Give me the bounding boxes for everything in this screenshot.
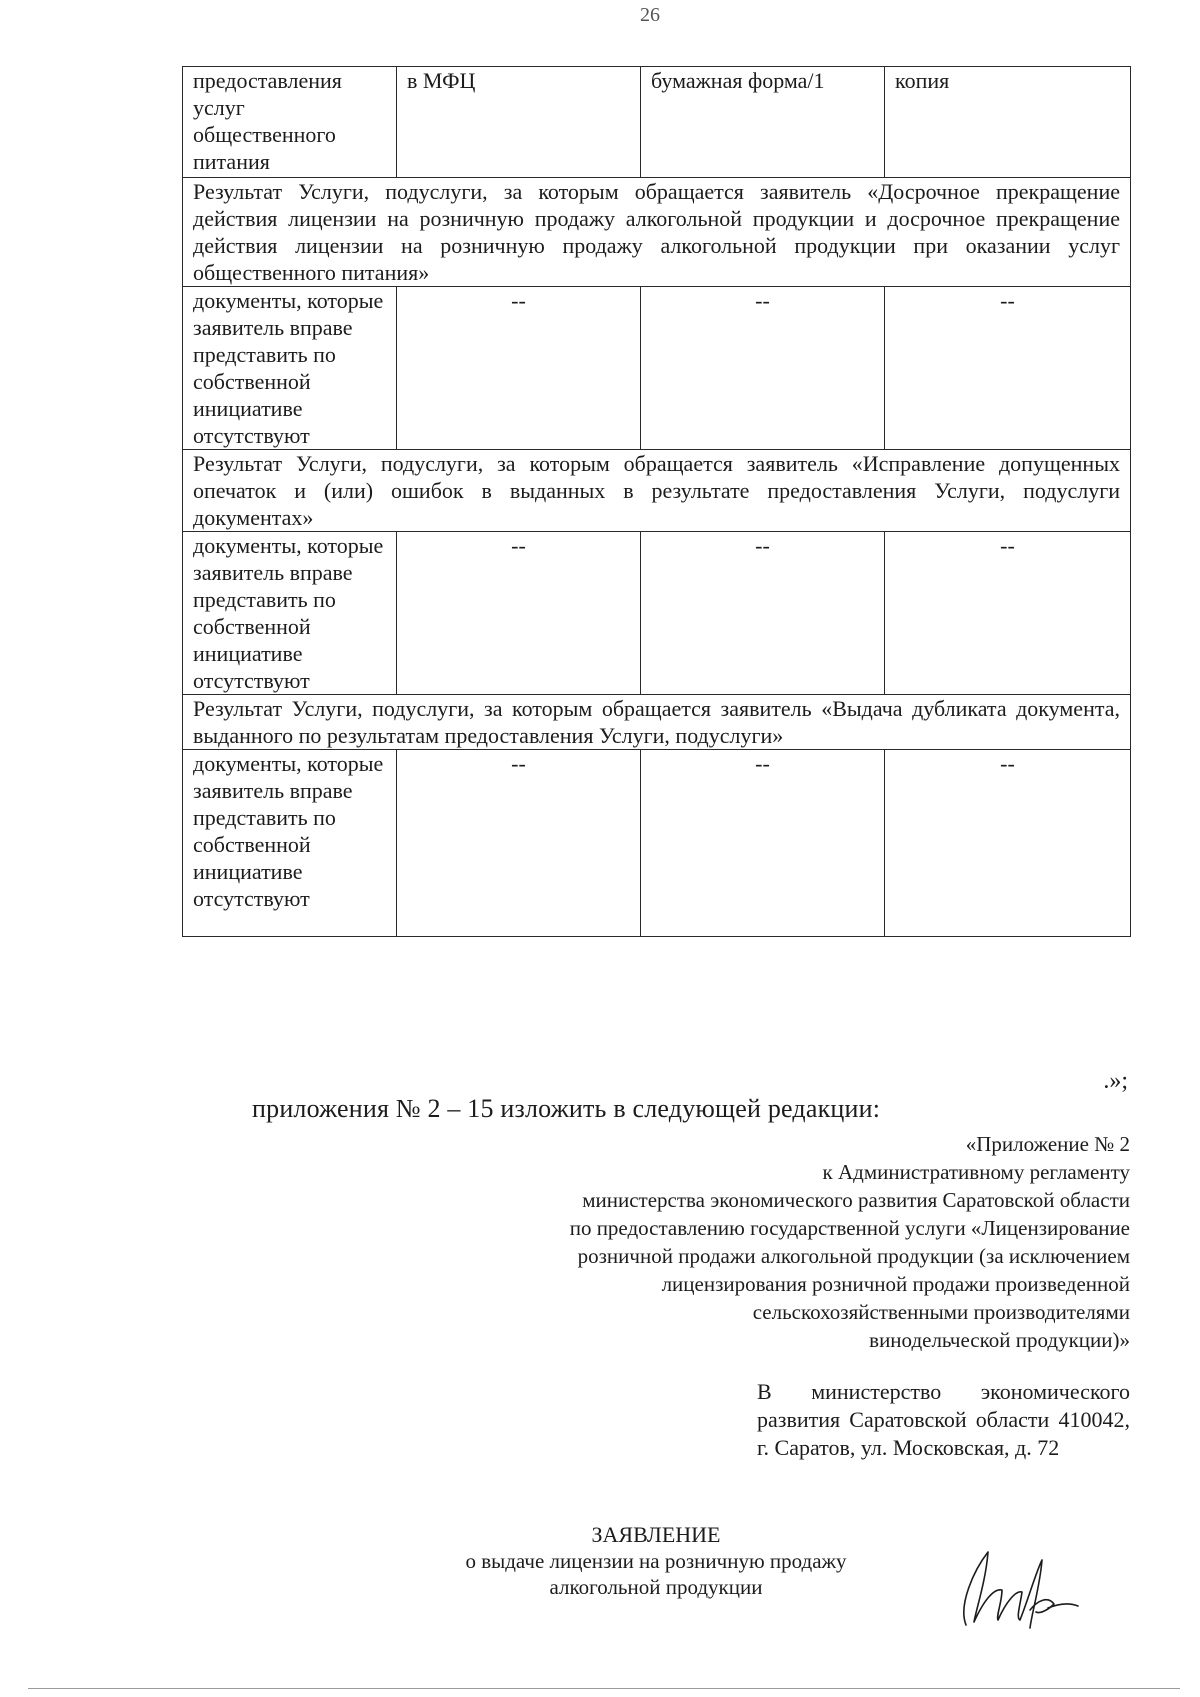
closing-quote-mark: .»; (1103, 1068, 1128, 1094)
appendix-line: винодельческой продукции)» (869, 1328, 1130, 1352)
appendix-line: по предоставлению государственной услуги «Лицензирование (569, 1216, 1130, 1240)
table-row (183, 532, 1131, 695)
dash-cell: -- (641, 750, 885, 937)
location-cell: в МФЦ (397, 67, 641, 178)
signature-icon (936, 1530, 1086, 1640)
section-heading-row (183, 178, 1131, 287)
statement-heading (400, 1522, 912, 1600)
section-heading-row (183, 450, 1131, 532)
table-row (183, 287, 1131, 450)
form-cell: бумажная форма/1 (641, 67, 885, 178)
dash-cell: -- (397, 287, 641, 450)
dash-cell: -- (641, 287, 885, 450)
section-heading: Результат Услуги, подуслуги, за которым обращается заявитель «Досрочное прекращение действия лицензии на розничную продажу алкогольной продукции и досрочное прекращение действия лицензии на розничную продажу алкогольной продукции при оказании услуг общественного питания» (183, 178, 1131, 287)
appendix-header (430, 1130, 1130, 1354)
services-table (182, 66, 1131, 937)
dash-cell: -- (397, 750, 641, 937)
doc-type-cell: документы, которые заявитель вправе представить по собственной инициативе отсутствуют (183, 287, 397, 450)
statement-subtitle-line: алкогольной продукции (549, 1575, 763, 1599)
statement-title: ЗАЯВЛЕНИЕ (591, 1522, 721, 1547)
dash-cell: -- (885, 532, 1131, 695)
table-row (183, 750, 1131, 937)
dash-cell: -- (885, 287, 1131, 450)
appendix-line: розничной продажи алкогольной продукции (за исключением (577, 1244, 1130, 1268)
appendix-line: сельскохозяйственными производителями (752, 1300, 1130, 1324)
dash-cell: -- (397, 532, 641, 695)
section-heading-row (183, 695, 1131, 750)
copy-type-cell: копия (885, 67, 1131, 178)
doc-type-cell: документы, которые заявитель вправе представить по собственной инициативе отсутствуют (183, 532, 397, 695)
appendix-line: лицензирования розничной продажи произведенной (661, 1272, 1130, 1296)
statement-subtitle-line: о выдаче лицензии на розничную продажу (465, 1549, 847, 1573)
section-heading: Результат Услуги, подуслуги, за которым обращается заявитель «Исправление допущенных опечаток и (или) ошибок в выданных в результате предоставления Услуги, подуслуги документах» (183, 450, 1131, 532)
page-number: 26 (640, 4, 660, 26)
doc-type-cell: предоставления услуг общественного питания (183, 67, 397, 178)
dash-cell: -- (885, 750, 1131, 937)
section-heading: Результат Услуги, подуслуги, за которым обращается заявитель «Выдача дубликата документа, выданного по результатам предоставления Услуги, подуслуги» (183, 695, 1131, 750)
table-row (183, 67, 1131, 178)
appendix-line: министерства экономического развития Саратовской области (582, 1188, 1130, 1212)
doc-type-cell: документы, которые заявитель вправе представить по собственной инициативе отсутствуют (183, 750, 397, 937)
recipient-address: В министерство экономического развития Саратовской области 410042, г. Саратов, ул. Московская, д. 72 (757, 1379, 1130, 1460)
appendix-line: «Приложение № 2 (965, 1132, 1130, 1156)
dash-cell: -- (641, 532, 885, 695)
appendix-line: к Административному регламенту (822, 1160, 1130, 1184)
amendment-instruction: приложения № 2 – 15 изложить в следующей редакции: (252, 1094, 881, 1123)
page-divider (28, 1688, 1180, 1689)
